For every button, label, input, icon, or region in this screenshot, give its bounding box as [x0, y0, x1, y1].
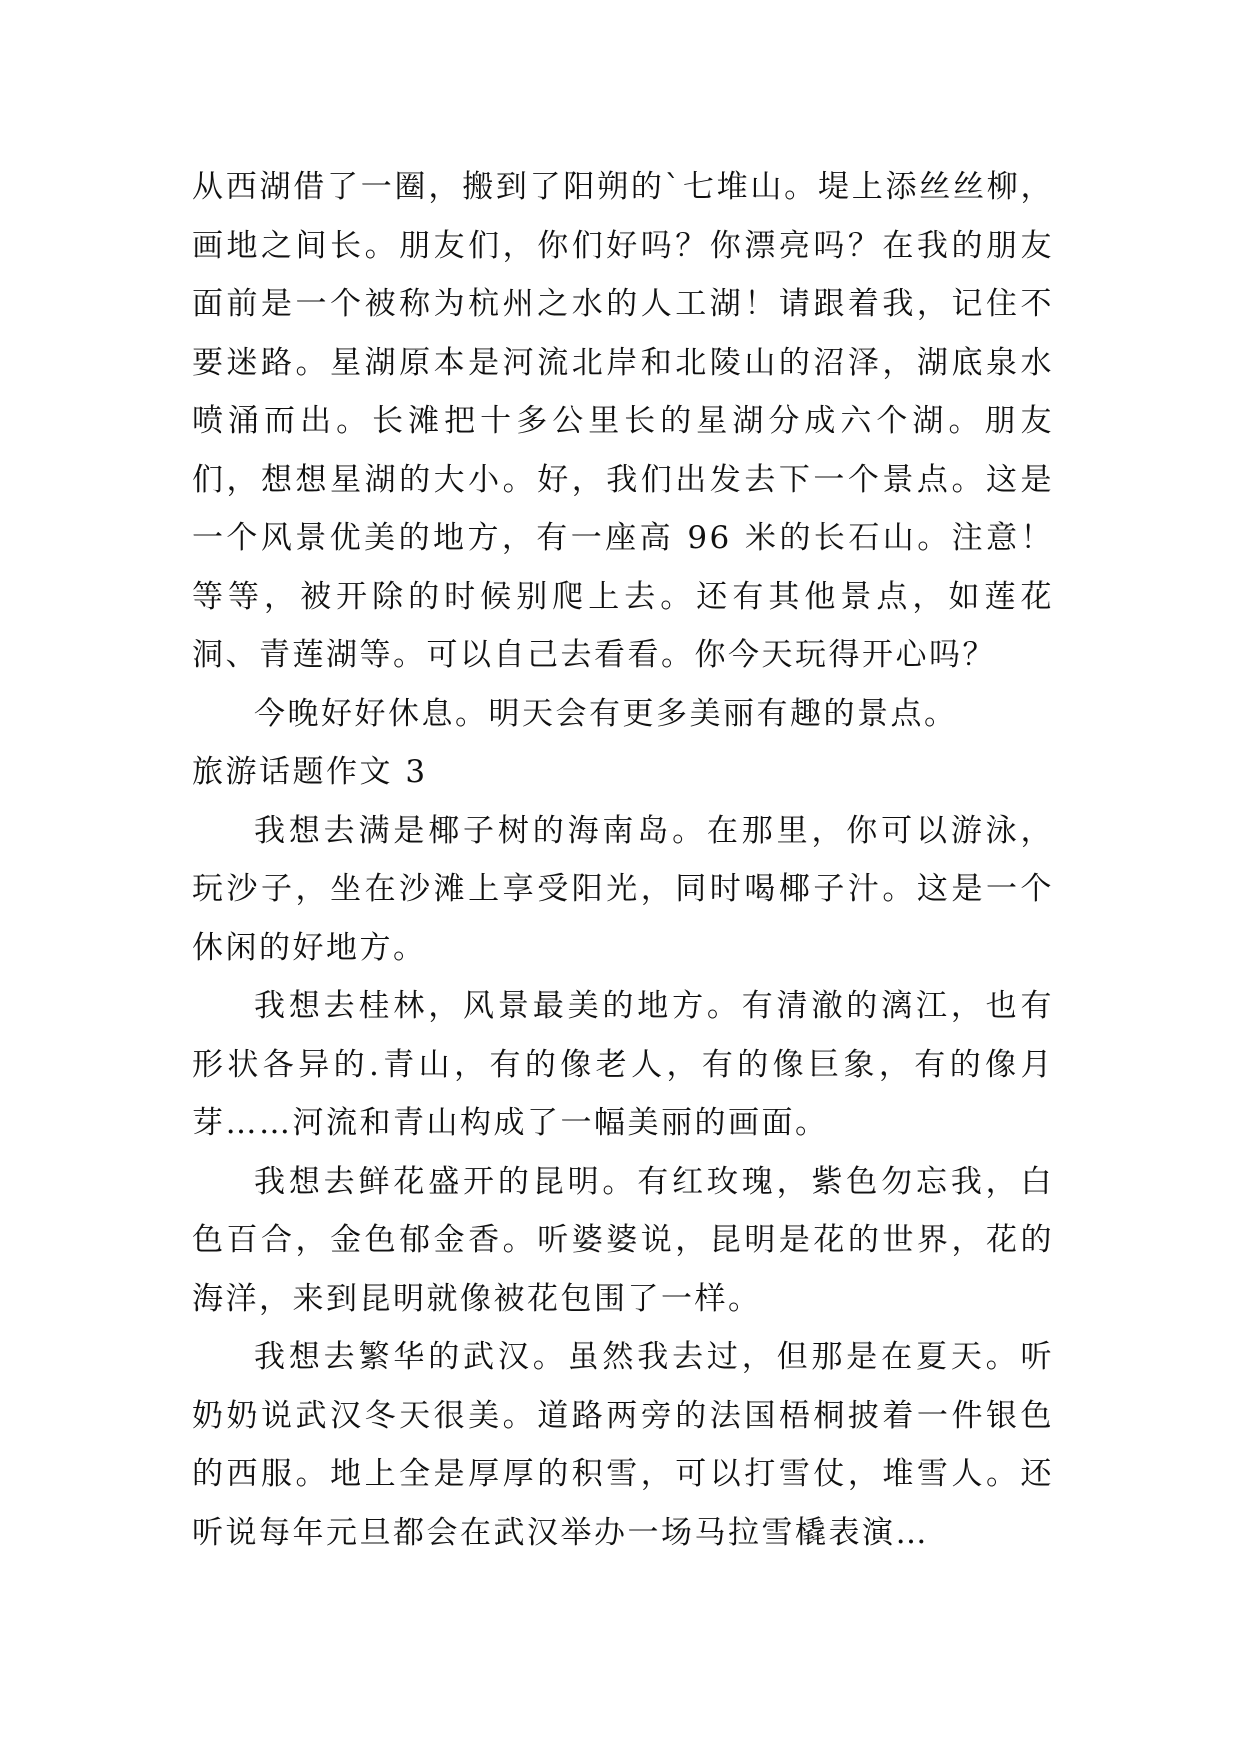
paragraph-guilin: 我想去桂林，风景最美的地方。有清澈的漓江，也有形状各异的.青山，有的像老人，有的像巨象，有的像月芽……河流和青山构成了一幅美丽的画面。 [192, 988, 1054, 1141]
paragraph-kunming: 我想去鲜花盛开的昆明。有红玫瑰，紫色勿忘我，白色百合，金色郁金香。听婆婆说，昆明是花的世界，花的海洋，来到昆明就像被花包围了一样。 [192, 1163, 1054, 1317]
paragraph-rest-tonight: 今晚好好休息。明天会有更多美丽有趣的景点。 [254, 695, 958, 732]
paragraph-xihu-tour: 从西湖借了一圈，搬到了阳朔的`七堆山。堤上添丝丝柳，画地之间长。朋友们，你们好吗？你漂亮吗？在我的朋友面前是一个被称为杭州之水的人工湖！请跟着我，记住不要迷路。星湖原本是河流北岸和北陵山的沼泽，湖底泉水喷涌而出。长滩把十多公里长的星湖分成六个湖。朋友们，想想星湖的大小。好，我们出发去下一个景点。这是一个风景优美的地方，有一座高 96 米的长石山。注意！等等，被开除的时候别爬上去。还有其他景点，如莲花洞、青莲湖等。可以自己去看看。你今天玩得开心吗？ [192, 169, 1054, 673]
paragraph-hainan: 我想去满是椰子树的海南岛。在那里，你可以游泳，玩沙子，坐在沙滩上享受阳光，同时喝椰子汁。这是一个休闲的好地方。 [192, 812, 1054, 966]
paragraph-wuhan: 我想去繁华的武汉。虽然我去过，但那是在夏天。听奶奶说武汉冬天很美。道路两旁的法国梧桐披着一件银色的西服。地上全是厚厚的积雪，可以打雪仗，堆雪人。还听说每年元旦都会在武汉举办一场马拉雪橇表演… [192, 1339, 1054, 1551]
document-page [192, 158, 1054, 1562]
essay-heading: 旅游话题作文 3 [192, 754, 428, 790]
